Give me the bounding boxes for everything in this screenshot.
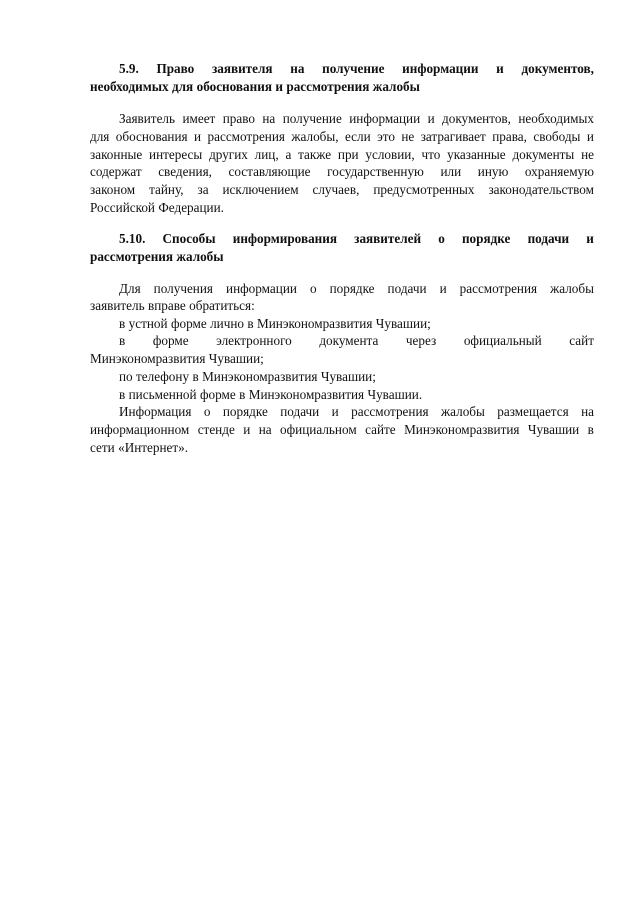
heading-5-10-line-2: рассмотрения жалобы — [90, 249, 224, 264]
paragraph-5-9-line-1: Заявитель имеет право на получение информации и документов, необходимых — [119, 111, 594, 126]
paragraph-5-10-line-1: Для получения информации о порядке подачи и рассмотрения жалобы — [119, 281, 594, 296]
paragraph-5-9-line-4: содержат сведения, составляющие государственную или иную охраняемую — [90, 164, 594, 179]
paragraph-5-9-line-6: Российской Федерации. — [90, 200, 224, 215]
paragraph-info-line-2: информационном стенде и на официальном сайте Минэкономразвития Чувашии в — [90, 422, 594, 437]
paragraph-5-9-line-5: законом тайну, за исключением случаев, предусмотренных законодательством — [90, 182, 594, 197]
heading-5-9-line-2: необходимых для обоснования и рассмотрения жалобы — [90, 79, 420, 94]
paragraph-5-10-line-2: заявитель вправе обратиться: — [90, 298, 255, 313]
list-item-electronic-line-1: в форме электронного документа через официальный сайт — [119, 333, 594, 348]
list-item-electronic-line-2: Минэкономразвития Чувашии; — [90, 351, 264, 366]
list-item-phone: по телефону в Минэкономразвития Чувашии; — [119, 369, 376, 384]
paragraph-info-line-3: сети «Интернет». — [90, 440, 189, 455]
list-item-oral: в устной форме лично в Минэкономразвития Чувашии; — [119, 316, 431, 331]
paragraph-5-9-line-3: законные интересы других лиц, а также при условии, что указанные документы не — [90, 147, 594, 162]
paragraph-info-line-1: Информация о порядке подачи и рассмотрения жалобы размещается на — [119, 404, 594, 419]
list-item-written: в письменной форме в Минэкономразвития Чувашии. — [119, 387, 423, 402]
heading-5-9-line-1: 5.9. Право заявителя на получение информации и документов, — [119, 61, 594, 76]
heading-5-10-line-1: 5.10. Способы информирования заявителей о порядке подачи и — [119, 231, 594, 246]
paragraph-5-9-line-2: для обоснования и рассмотрения жалобы, если это не затрагивает права, свободы и — [90, 129, 594, 144]
